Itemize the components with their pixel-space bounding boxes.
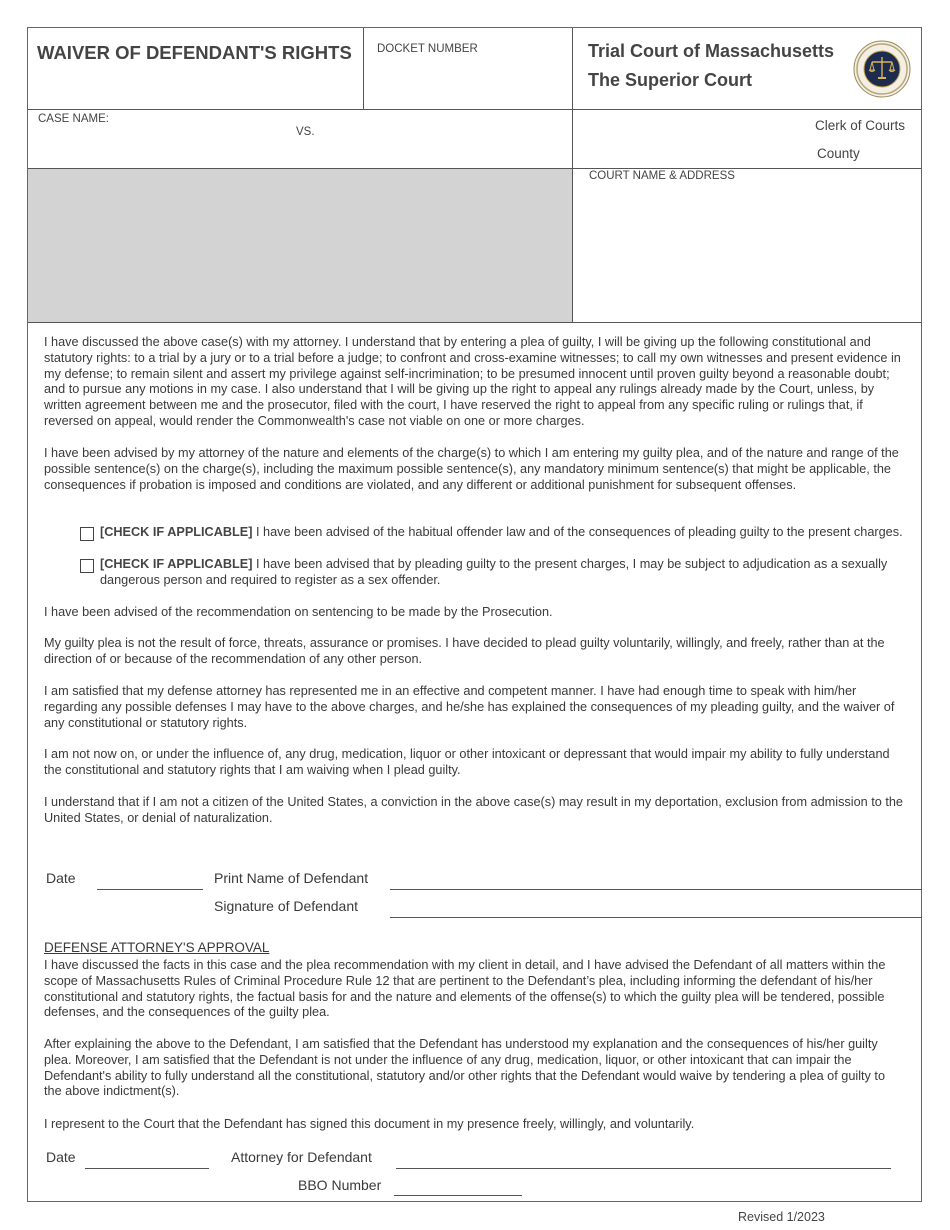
form-title: WAIVER OF DEFENDANT'S RIGHTS	[28, 28, 364, 109]
form-header	[28, 28, 921, 110]
court-heading	[573, 28, 921, 109]
check-applicable-label: [CHECK IF APPLICABLE]	[100, 525, 253, 539]
no-influence-paragraph: I am not now on, or under the influence of, any drug, medication, liquor or other intoxicant or depressant that would impair my ability to fully understand the constitutional and statutory rights that I am waiving when I plead guilty.	[44, 747, 890, 777]
print-name-line[interactable]	[390, 889, 922, 890]
court-address-label: COURT NAME & ADDRESS	[589, 170, 735, 182]
bbo-number-line[interactable]	[394, 1195, 522, 1196]
attorney-discussion-paragraph: I have discussed the facts in this case and the plea recommendation with my client in detail, and I have advised the Defendant of all matters within the scope of Massachusetts Rules of Criminal Procedure Rule 12 that are pertinent to the Defendant’s plea, including informing the defendant of his/her constitutional and statutory rights, the factual basis for and the nature and elements of the offense(s) to which the guilty plea will be tendered, possible defenses, and the consequences of the guilty plea.	[44, 958, 886, 1020]
court-name-line2: The Superior Court	[588, 70, 753, 90]
advised-charges-paragraph: I have been advised by my attorney of the nature and elements of the charge(s) to which I am entering my guilty plea, and of the nature and range of the possible sentence(s) on the charge(s), including the maximum possible sentence(s), any mandatory minimum sentence(s) that might be applicable, the consequences if probation is imposed and conditions are violated, and any different or additional punishment for subsequent offenses.	[44, 446, 899, 492]
address-row	[28, 169, 921, 323]
revision-date: Revised 1/2023	[738, 1210, 825, 1224]
rights-paragraph: I have discussed the above case(s) with my attorney. I understand that by entering a plea of guilty, I will be giving up the following constitutional and statutory rights: to a trial by a jury or to a trial before a judge; to confront and cross-examine witnesses; to call my own witnesses and present evidence in my defense; to remain silent and assert my privilege against self-incrimination; to be presumed innocent until proven guilty beyond a reasonable doubt; and to pursue any motions in my case. I also understand that I will be giving up the right to appeal any rulings already made by the Court, unless, by written agreement between me and the prosecutor, filed with the court, I have reserved the right to appeal from any specific ruling or rulings that, if reversed on appeal, would render the Commonwealth's case not viable on one or more charges.	[44, 335, 901, 428]
sex-offender-text: I have been advised that by pleading guilty to the present charges, I may be subject to adjudication as a sexually dangerous person and required to register as a sex offender.	[100, 557, 888, 587]
county-label: County	[817, 146, 860, 161]
habitual-offender-text: I have been advised of the habitual offender law and of the consequences of pleading guilty to the present charges.	[252, 525, 903, 539]
signature-label: Signature of Defendant	[214, 898, 358, 914]
case-name-field[interactable]	[28, 110, 573, 168]
attorney-satisfaction-paragraph: I am satisfied that my defense attorney has represented me in an effective and competent manner. I have had enough time to speak with him/her regarding any possible defenses I may have to the above charges, and he/she has explained the consequences of my pleading guilty, and the waiver of any constitutional or statutory rights.	[44, 684, 895, 730]
check-applicable-label: [CHECK IF APPLICABLE]	[100, 557, 253, 571]
court-name-line1: Trial Court of Massachusetts	[588, 41, 835, 61]
attorney-signature-line[interactable]	[396, 1168, 891, 1169]
habitual-offender-check-item	[80, 525, 910, 541]
court-seal-icon	[853, 40, 911, 98]
case-row	[28, 110, 921, 169]
defendant-date-label: Date	[46, 870, 76, 886]
prosecution-recommendation-paragraph: I have been advised of the recommendation on sentencing to be made by the Prosecution.	[44, 605, 553, 619]
signature-line[interactable]	[390, 917, 922, 918]
clerk-of-courts-label: Clerk of Courts	[814, 118, 905, 133]
habitual-offender-checkbox[interactable]	[80, 527, 94, 541]
print-name-label: Print Name of Defendant	[214, 870, 369, 886]
shaded-info-field[interactable]	[28, 169, 573, 322]
docket-number-label: DOCKET NUMBER	[377, 43, 478, 55]
bbo-number-label: BBO Number	[298, 1177, 382, 1193]
attorney-date-label: Date	[46, 1149, 76, 1165]
sex-offender-check-item	[80, 557, 910, 589]
citizenship-paragraph: I understand that if I am not a citizen of the United States, a conviction in the above case(s) may result in my deportation, exclusion from admission to the United States, or denial of naturalization.	[44, 795, 903, 825]
docket-number-field[interactable]	[364, 28, 573, 109]
attorney-for-defendant-label: Attorney for Defendant	[231, 1149, 372, 1165]
attorney-representation-paragraph: I represent to the Court that the Defendant has signed this document in my presence freely, willingly, and voluntarily.	[44, 1117, 695, 1131]
waiver-form	[27, 27, 922, 1202]
voluntary-plea-paragraph: My guilty plea is not the result of force, threats, assurance or promises. I have decided to plead guilty voluntarily, willingly, and freely, rather than at the direction of or because of the recommendation of any other person.	[44, 636, 885, 666]
defense-attorney-approval-heading: DEFENSE ATTORNEY'S APPROVAL	[44, 940, 270, 955]
sex-offender-checkbox[interactable]	[80, 559, 94, 573]
attorney-explanation-paragraph: After explaining the above to the Defendant, I am satisfied that the Defendant has understood my explanation and the consequences of his/her guilty plea. Moreover, I am satisfied that the Defendant is not under the influence of any drug, medication, liquor, or other intoxicant that can impair the Defendant's ability to fully understand all the constitutional, statutory and/or other rights that the Defendant would waive by tendering a plea of guilty to the above indictment(s).	[44, 1037, 886, 1099]
vs-label: VS.	[296, 126, 315, 138]
defendant-date-line[interactable]	[97, 889, 203, 890]
case-name-label: CASE NAME:	[38, 113, 109, 125]
attorney-date-line[interactable]	[85, 1168, 209, 1169]
